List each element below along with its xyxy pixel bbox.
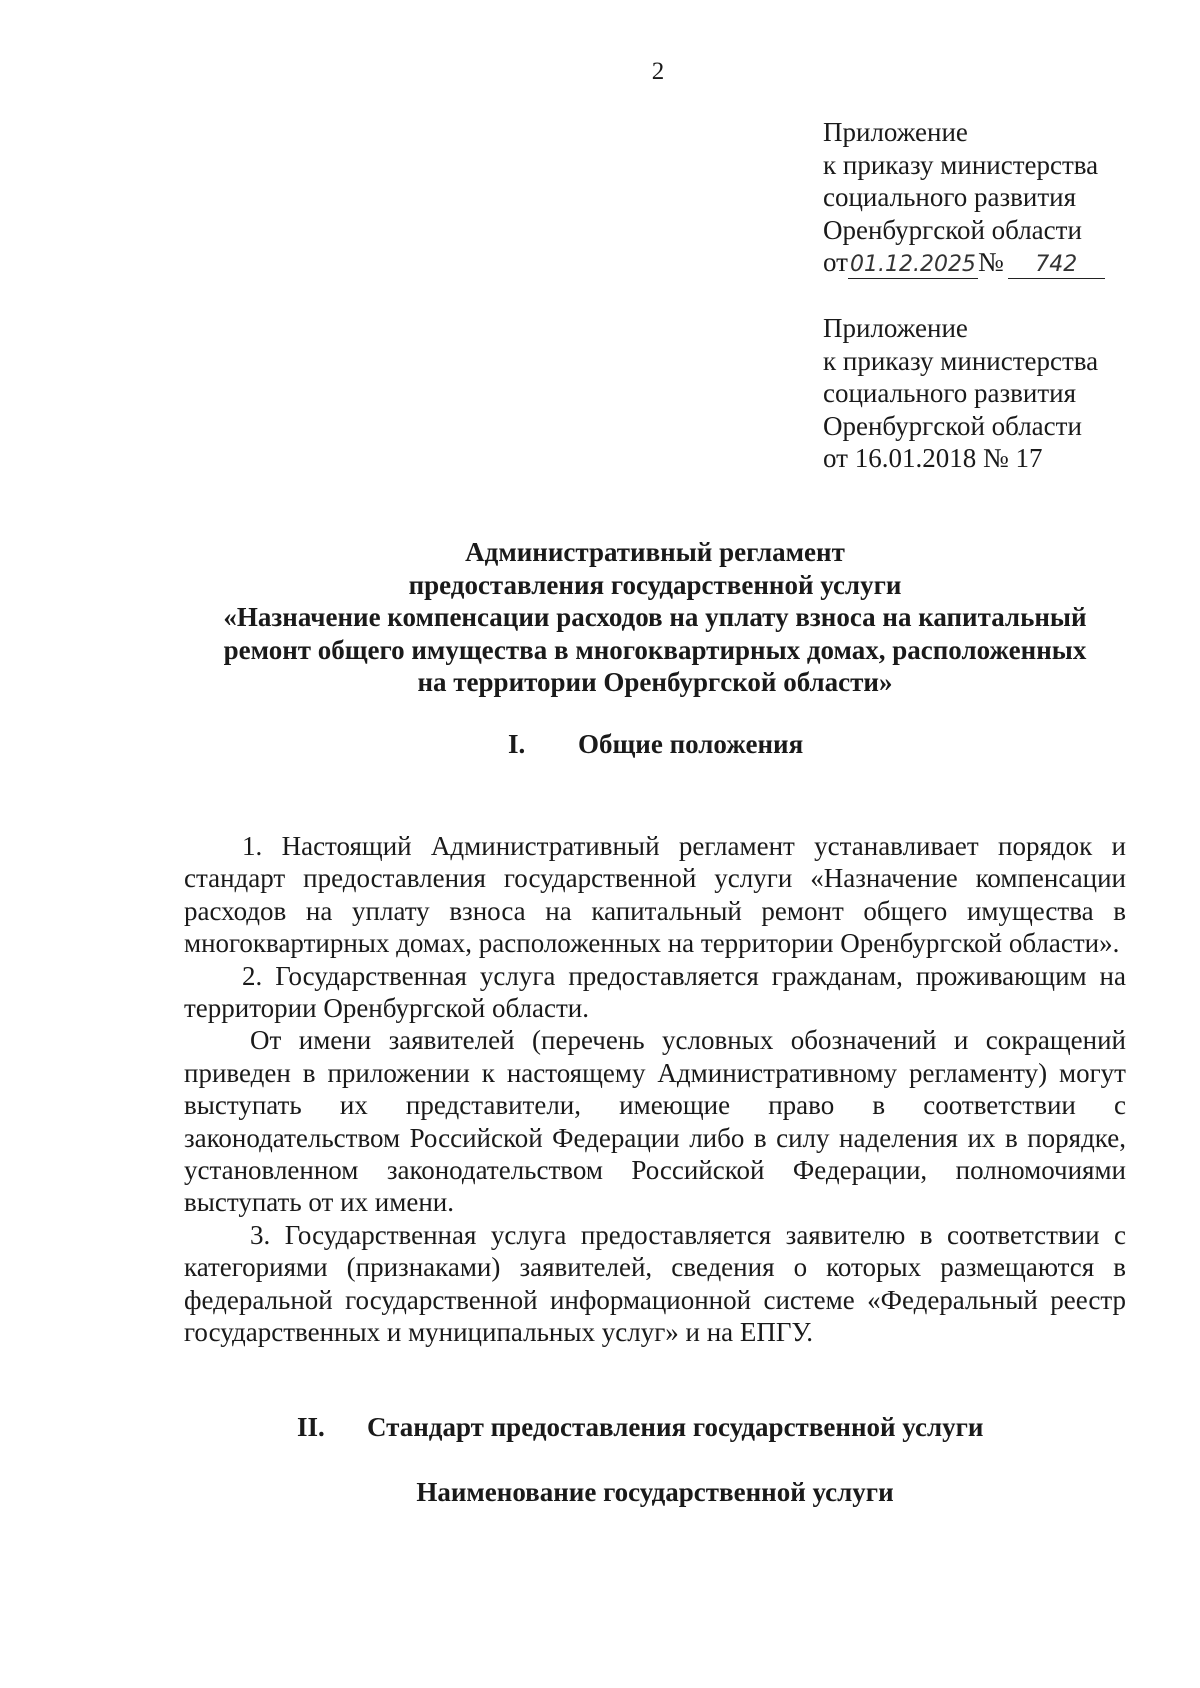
section-title: Стандарт предоставления государственной услуги	[367, 1412, 984, 1442]
body-text	[184, 830, 1126, 1349]
subheading-service-name: Наименование государственной услуги	[416, 1477, 894, 1507]
handwritten-date: 01.12.2025	[848, 252, 978, 279]
appendix-line: от 16.01.2018 № 17	[823, 443, 1043, 473]
appendix-line: Оренбургской области	[823, 410, 1082, 441]
title-line: на территории Оренбургской области»	[417, 667, 893, 697]
appendix-line: к приказу министерства	[823, 149, 1099, 180]
appendix-line: Приложение	[823, 313, 968, 343]
handwritten-number: 742	[1008, 252, 1105, 279]
date-prefix: от	[823, 247, 848, 277]
title-line: ремонт общего имущества в многоквартирных домах, расположенных	[223, 634, 1087, 665]
section-title: Общие положения	[578, 729, 804, 759]
appendix-previous-order	[823, 312, 1098, 475]
appendix-current-order	[823, 116, 1105, 279]
page-number: 2	[651, 58, 665, 85]
appendix-line: к приказу министерства	[823, 345, 1099, 376]
title-line: предоставления государственной услуги	[408, 569, 902, 600]
appendix-line: социального развития	[823, 378, 1077, 408]
section-numeral: I.	[508, 729, 526, 759]
paragraph: 3. Государственная услуга предоставляется заявителю в соответствии с категориями (признаками) заявителей, сведения о которых размещаются в федеральной государственной информационной системе «Федеральный реестр государственных и муниципальных услуг» и на ЕПГУ.	[184, 1219, 1126, 1348]
section-heading-standard	[297, 1412, 983, 1443]
appendix-line: Приложение	[823, 117, 968, 147]
appendix-line: Оренбургской области	[823, 214, 1082, 245]
number-sign: №	[977, 247, 1004, 277]
paragraph: От имени заявителей (перечень условных обозначений и сокращений приведен в приложении к настоящему Административному регламенту) могут выступать их представители, имеющие право в соответствии с законодательством Российской Федерации либо в силу наделения их в порядке, установленном законодательством Российской Федерации, полномочиями выступать от их имени.	[184, 1025, 1126, 1218]
document-title	[190, 536, 1120, 699]
title-line: Административный регламент	[465, 537, 845, 567]
section-numeral: II.	[297, 1412, 325, 1442]
appendix-date-line	[823, 246, 1105, 279]
appendix-line: социального развития	[823, 182, 1077, 212]
section-heading-general	[508, 729, 803, 760]
paragraph: 1. Настоящий Административный регламент устанавливает порядок и стандарт предоставления государственной услуги «Назначение компенсации расходов на уплату взноса на капитальный ремонт общего имущества в многоквартирных домах, расположенных на территории Оренбургской области».	[184, 831, 1126, 959]
paragraph: 2. Государственная услуга предоставляется гражданам, проживающим на территории Оренбургской области.	[184, 960, 1126, 1024]
title-line: «Назначение компенсации расходов на уплату взноса на капитальный	[223, 602, 1087, 632]
